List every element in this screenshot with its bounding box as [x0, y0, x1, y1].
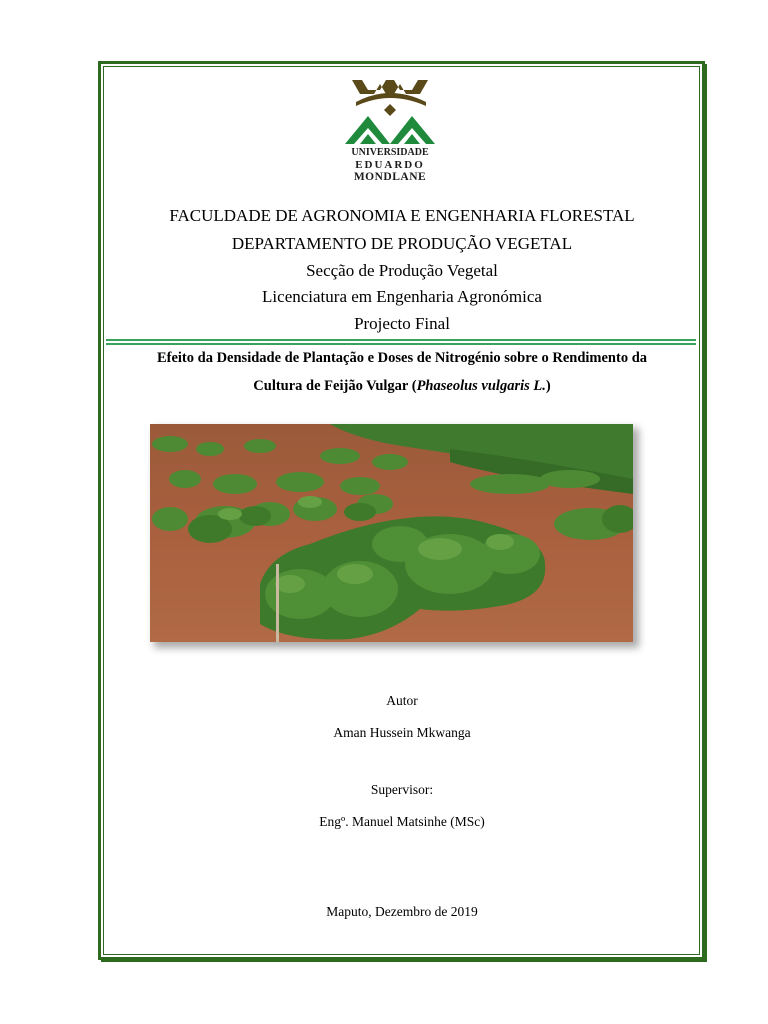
- page-border-shadow-bottom: [101, 959, 707, 962]
- faculty-heading: FACULDADE DE AGRONOMIA E ENGENHARIA FLORESTAL: [169, 206, 635, 225]
- section-heading: Secção de Produção Vegetal: [306, 261, 498, 280]
- author-label: Autor: [386, 693, 418, 708]
- divider-bottom: [106, 343, 696, 345]
- place-date: Maputo, Dezembro de 2019: [326, 904, 478, 919]
- logo-text-line2: EDUARDO: [355, 159, 425, 171]
- thesis-title-line1: Efeito da Densidade de Plantação e Doses de Nitrogénio sobre o Rendimento da: [156, 350, 648, 366]
- species-name: Phaseolus vulgaris L.: [416, 378, 546, 394]
- thesis-title-line2: [108, 379, 696, 394]
- author-name: Aman Hussein Mkwanga: [333, 725, 471, 740]
- logo-text-line1: UNIVERSIDADE: [351, 147, 429, 158]
- bean-field-photo: [150, 424, 633, 642]
- logo-text-line3: MONDLANE: [353, 171, 427, 183]
- divider-top: [106, 339, 696, 341]
- title-suffix: ): [545, 378, 551, 394]
- document-type: Projecto Final: [354, 314, 450, 333]
- supervisor-name: Engº. Manuel Matsinhe (MSc): [319, 814, 485, 829]
- title-prefix: Cultura de Feijão Vulgar (: [253, 378, 417, 394]
- page-border-shadow-right: [704, 64, 707, 962]
- department-heading: DEPARTAMENTO DE PRODUÇÃO VEGETAL: [231, 234, 573, 253]
- supervisor-label: Supervisor:: [370, 782, 434, 797]
- degree-heading: Licenciatura em Engenharia Agronómica: [262, 287, 542, 306]
